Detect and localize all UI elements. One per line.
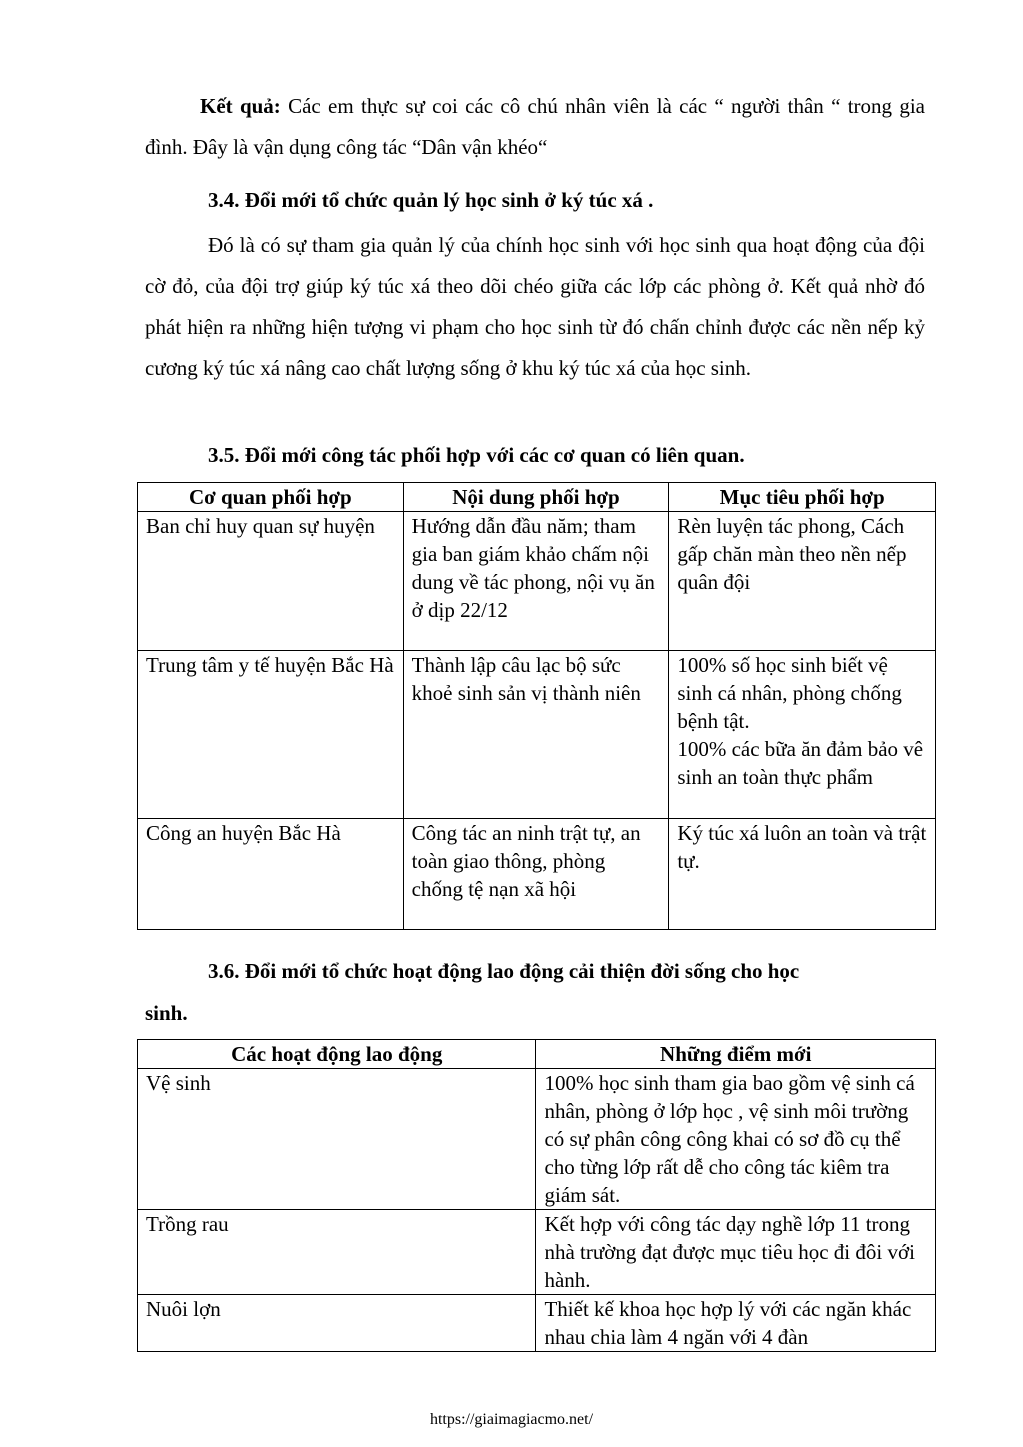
table-row — [138, 1069, 936, 1210]
goal-line: 100% các bữa ăn đảm bảo vê sinh an toàn thực phẩm — [677, 737, 924, 789]
table-cell-goal — [669, 512, 936, 651]
goal-line: Ký túc xá luôn an toàn và trật tự. — [677, 821, 927, 873]
table-cell-novelty: Kết hợp với công tác dạy nghề lớp 11 trong nhà trường đạt được mục tiêu học đi đôi với hành. — [536, 1210, 936, 1295]
table-cell-activity: Vệ sinh — [138, 1069, 536, 1210]
intro-text: Các em thực sự coi các cô chú nhân viên là các “ người thân “ trong gia đình. Đây là vận dụng công tác “Dân vận khéo“ — [145, 94, 925, 159]
table-cell-activity: Nuôi lợn — [138, 1295, 536, 1352]
table-cell-content: Hướng dẫn đầu năm; tham gia ban giám khảo chấm nội dung về tác phong, nội vụ ăn ở dịp 22/12 — [403, 512, 669, 651]
table-cell-content: Công tác an ninh trật tự, an toàn giao thông, phòng chống tệ nạn xã hội — [403, 819, 669, 930]
table-cell-novelty: 100% học sinh tham gia bao gồm vệ sinh cá nhân, phòng ở lớp học , vệ sinh môi trường có sự phân công công khai có sơ đồ cụ thể cho từng lớp rất dễ cho công tác kiêm tra giám sát. — [536, 1069, 936, 1210]
table-cell-agency: Ban chỉ huy quan sự huyện — [138, 512, 404, 651]
table-row — [138, 651, 936, 819]
table-cell-goal — [669, 819, 936, 930]
table-cell-agency: Công an huyện Bắc Hà — [138, 819, 404, 930]
section-3-4-heading: 3.4. Đổi mới tổ chức quản lý học sinh ở ký túc xá . — [208, 188, 654, 212]
table-row — [138, 1210, 936, 1295]
intro-paragraph — [145, 86, 925, 168]
header-novelty: Những điểm mới — [536, 1040, 936, 1069]
table-row — [138, 512, 936, 651]
header-content: Nội dung phối hợp — [403, 483, 669, 512]
footer-url: https://giaimagiacmo.net/ — [429, 1411, 594, 1428]
table-cell-agency: Trung tâm y tế huyện Bắc Hà — [138, 651, 404, 819]
table-row — [138, 1295, 936, 1352]
coordination-table — [137, 482, 936, 930]
table-cell-novelty: Thiết kế khoa học hợp lý với các ngăn khác nhau chia làm 4 ngăn với 4 đàn — [536, 1295, 936, 1352]
header-agency: Cơ quan phối hợp — [138, 483, 404, 512]
table-header-row — [138, 1040, 936, 1069]
table-row — [138, 819, 936, 930]
section-3-6-heading-continued: sinh. — [145, 1001, 188, 1025]
section-3-6-heading: 3.6. Đổi mới tổ chức hoạt động lao động cải thiện đời sống cho học — [208, 959, 800, 983]
goal-line: Rèn luyện tác phong, Cách gấp chăn màn theo nền nếp quân đội — [677, 514, 907, 594]
header-activity: Các hoạt động lao động — [138, 1040, 536, 1069]
table-cell-activity: Trồng rau — [138, 1210, 536, 1295]
table-cell-goal — [669, 651, 936, 819]
table-header-row — [138, 483, 936, 512]
table-cell-content: Thành lập câu lạc bộ sức khoẻ sinh sản vị thành niên — [403, 651, 669, 819]
section-3-4-paragraph: Đó là có sự tham gia quản lý của chính học sinh với học sinh qua hoạt động của đội cờ đỏ, của đội trợ giúp ký túc xá theo dõi chéo giữa các lớp các phòng ở. Kết quả nhờ đó phát hiện ra những hiện tượng vi phạm cho học sinh từ đó chấn chỉnh được các nền nếp kỷ cương ký túc xá nâng cao chất lượng sống ở khu ký túc xá của học sinh. — [145, 233, 925, 380]
goal-line: 100% số học sinh biết vệ sinh cá nhân, phòng chống bệnh tật. — [677, 653, 902, 733]
header-goal: Mục tiêu phối hợp — [669, 483, 936, 512]
labor-activities-table — [137, 1039, 936, 1352]
intro-label: Kết quả: — [200, 94, 281, 118]
section-3-5-heading: 3.5. Đổi mới công tác phối hợp với các cơ quan có liên quan. — [208, 443, 745, 467]
